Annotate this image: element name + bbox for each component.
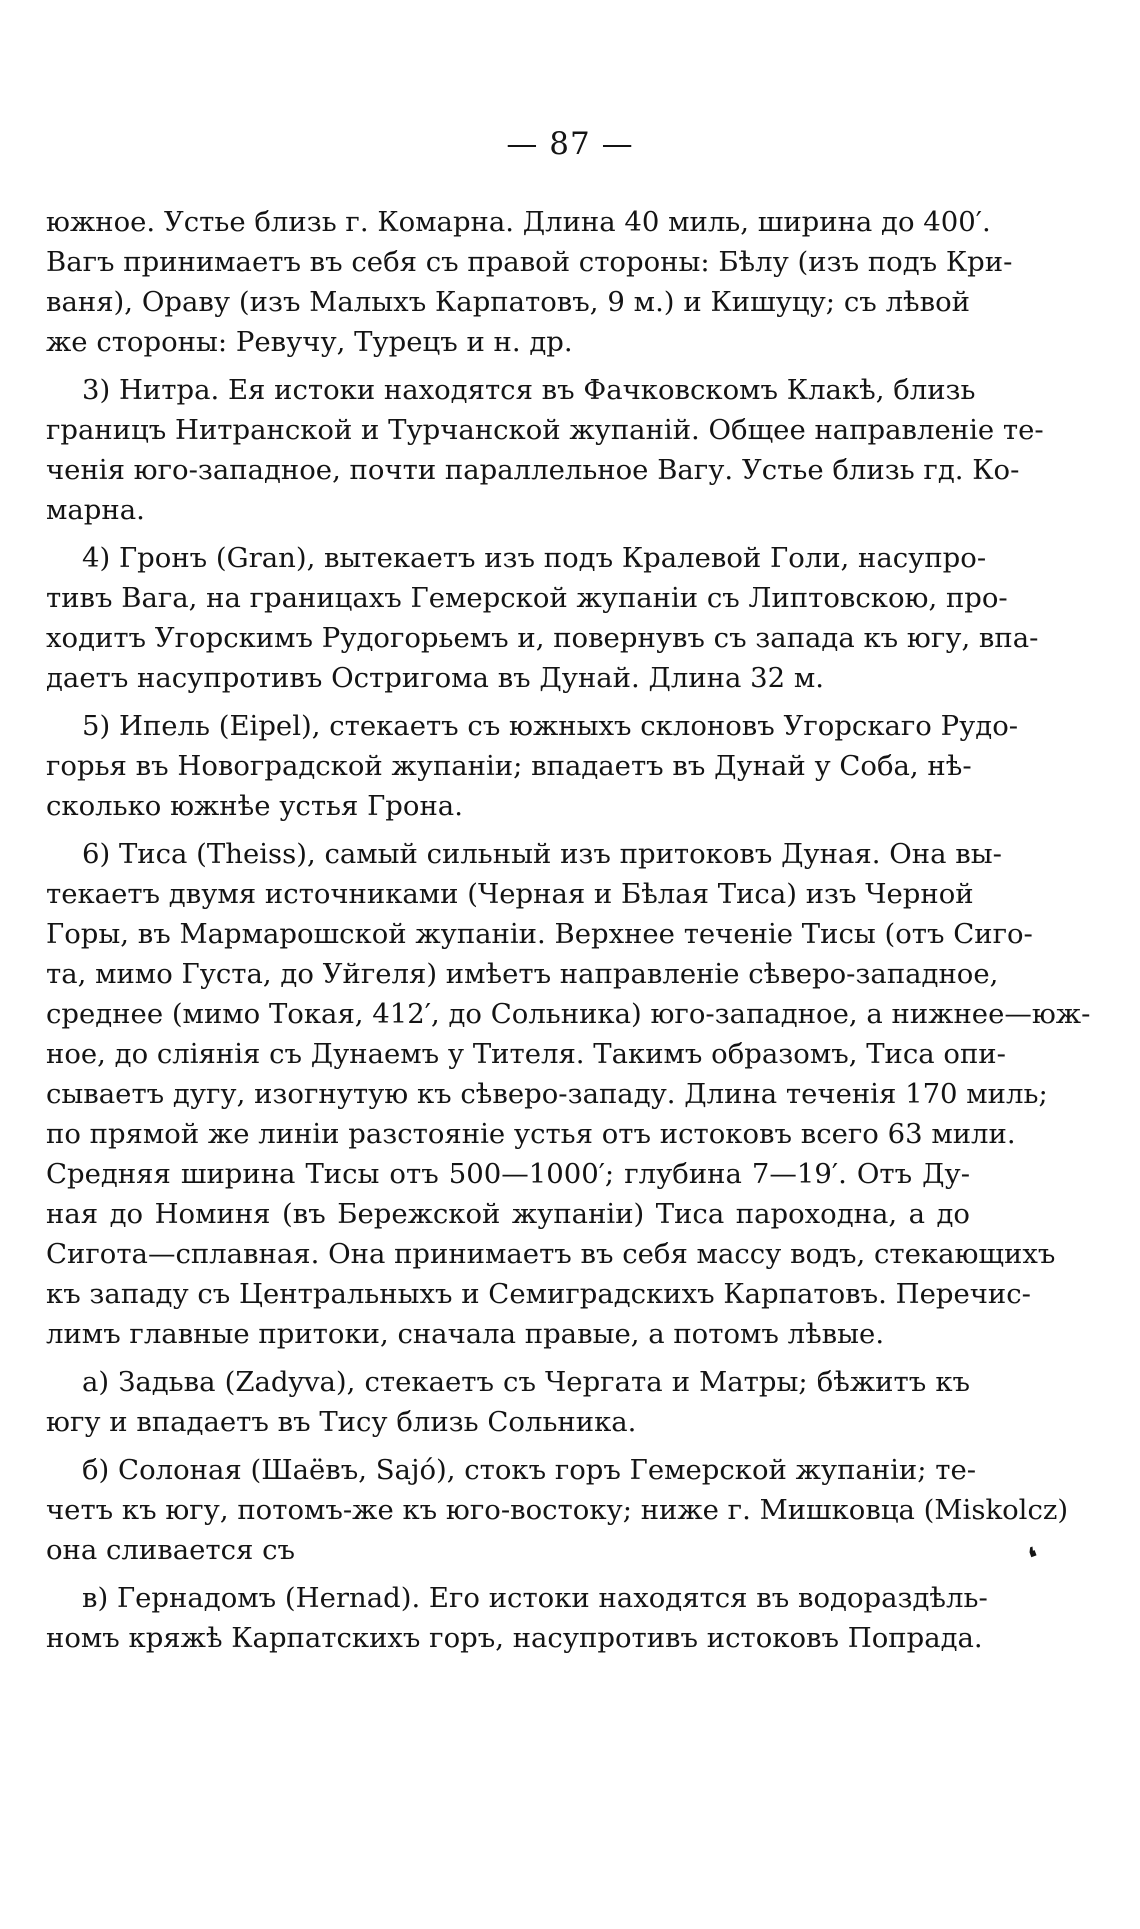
- text-line: югу и впадаетъ въ Тису близь Сольника.: [46, 1406, 637, 1438]
- text-line: по прямой же линіи разстояніе устья отъ истоковъ всего 63 мили.: [46, 1118, 1016, 1150]
- text-line: ходитъ Угорскимъ Рудогорьемъ и, повернувъ съ запада къ югу, впа-: [46, 622, 1039, 654]
- paragraph-sajo: [46, 1450, 1069, 1570]
- margin-ink-mark: ❛: [1025, 1542, 1044, 1574]
- text-line: южное. Устье близь г. Комарна. Длина 40 миль, ширина до 400′.: [46, 206, 991, 238]
- text-line: та, мимо Густа, до Уйгеля) имѣетъ направленіе сѣверо-западное,: [46, 958, 999, 990]
- paragraph-zadyva: [46, 1362, 970, 1442]
- text-line: же стороны: Ревучу, Турецъ и н. др.: [46, 326, 573, 358]
- text-line: Горы, въ Мармарошской жупаніи. Верхнее теченіе Тисы (отъ Сиго-: [46, 918, 1033, 950]
- text-line: марна.: [46, 494, 145, 526]
- text-line: сколько южнѣе устья Грона.: [46, 790, 463, 822]
- text-line: номъ кряжѣ Карпатскихъ горъ, насупротивъ истоковъ Попрада.: [46, 1622, 983, 1654]
- text-line: границъ Нитранской и Турчанской жупаній. Общее направленіе те-: [46, 414, 1044, 446]
- paragraph-hron: [46, 538, 1039, 698]
- text-line: б) Солоная (Шаёвъ, Sajó), стокъ горъ Гемерской жупаніи; те-: [82, 1454, 977, 1486]
- text-line: а) Задьва (Zadyva), стекаетъ съ Чергата и Матры; бѣжитъ къ: [82, 1366, 970, 1398]
- text-line: ченія юго-западное, почти параллельное Вагу. Устье близь гд. Ко-: [46, 454, 1020, 486]
- text-line: Сигота—сплавная. Она принимаетъ въ себя массу водъ, стекающихъ: [46, 1238, 1056, 1270]
- text-line: 6) Тиса (Theiss), самый сильный изъ притоковъ Дуная. Она вы-: [82, 838, 1002, 870]
- paragraph-nitra: [46, 370, 1044, 530]
- body-text: [46, 202, 1091, 1658]
- text-line: Вагъ принимаетъ въ себя съ правой стороны: Бѣлу (изъ подъ Кри-: [46, 246, 1013, 278]
- text-line: даетъ насупротивъ Остригома въ Дунай. Длина 32 м.: [46, 662, 824, 694]
- text-line: 3) Нитра. Ея истоки находятся въ Фачковскомъ Клакѣ, близь: [82, 374, 976, 406]
- text-line: в) Гернадомъ (Hernad). Его истоки находятся въ водораздѣль-: [82, 1582, 988, 1614]
- text-line: четъ къ югу, потомъ-же къ юго-востоку; ниже г. Мишковца (Miskolcz): [46, 1494, 1069, 1526]
- text-line: тивъ Вага, на границахъ Гемерской жупаніи съ Липтовскою, про-: [46, 582, 1008, 614]
- text-line: горья въ Новоградской жупаніи; впадаетъ въ Дунай у Соба, нѣ-: [46, 750, 972, 782]
- text-line: ваня), Ораву (изъ Малыхъ Карпатовъ, 9 м.) и Кишуцу; съ лѣвой: [46, 286, 970, 318]
- text-line: лимъ главные притоки, сначала правые, а потомъ лѣвые.: [46, 1318, 885, 1350]
- text-line: сываетъ дугу, изогнутую къ сѣверо-западу. Длина теченія 170 миль;: [46, 1078, 1048, 1110]
- text-line: 4) Гронъ (Gran), вытекаетъ изъ подъ Кралевой Голи, насупро-: [82, 542, 987, 574]
- text-line: ное, до сліянія съ Дунаемъ у Тителя. Такимъ образомъ, Тиса опи-: [46, 1038, 1006, 1070]
- text-line: къ западу съ Центральныхъ и Семиградскихъ Карпатовъ. Перечис-: [46, 1278, 1031, 1310]
- text-line: среднее (мимо Токая, 412′, до Сольника) юго-западное, а нижнее—юж-: [46, 998, 1091, 1030]
- paragraph-tisa: [46, 834, 1091, 1354]
- page-number: — 87 —: [506, 126, 634, 162]
- paragraph-ipel: [46, 706, 1019, 826]
- text-line: она сливается съ: [46, 1534, 295, 1566]
- text-line: 5) Ипель (Eipel), стекаетъ съ южныхъ склоновъ Угорскаго Рудо-: [82, 710, 1019, 742]
- text-line: текаетъ двумя источниками (Черная и Бѣлая Тиса) изъ Черной: [46, 878, 974, 910]
- paragraph-vah-continuation: [46, 202, 1013, 362]
- paragraph-hernad: [46, 1578, 988, 1658]
- text-line: Средняя ширина Тисы отъ 500—1000′; глубина 7—19′. Отъ Ду-: [46, 1158, 970, 1190]
- text-line: ная до Номиня (въ Бережской жупаніи) Тиса пароходна, а до: [46, 1198, 970, 1230]
